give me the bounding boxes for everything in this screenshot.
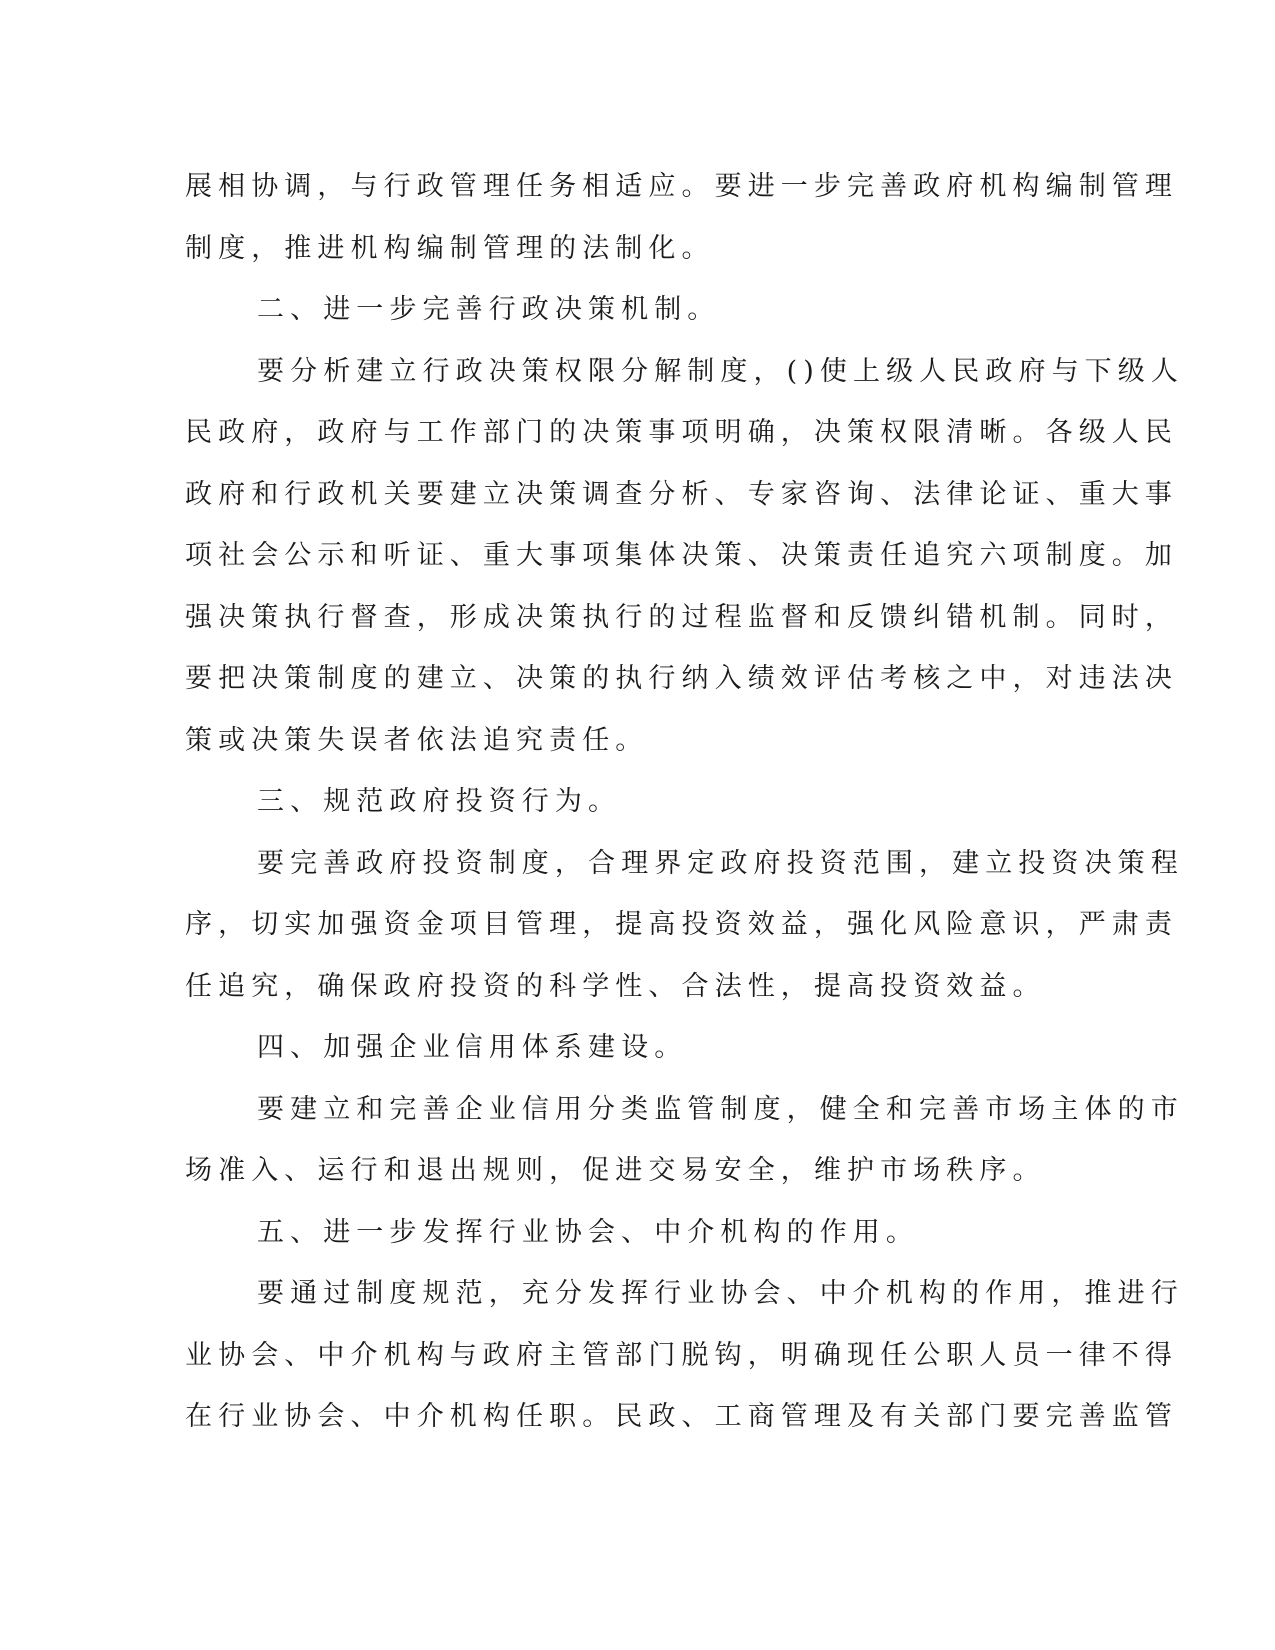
section-heading-3: 三、规范政府投资行为。 [257, 786, 622, 817]
text-line: 任追究，确保政府投资的科学性、合法性，提高投资效益。 [185, 970, 1046, 1002]
text-line: 序，切实加强资金项目管理，提高投资效益，强化风险意识，严肃责 [185, 909, 1178, 940]
text-line: 民政府，政府与工作部门的决策事项明确，决策权限清晰。各级人民 [185, 417, 1178, 448]
text-line: 要完善政府投资制度，合理界定政府投资范围，建立投资决策程 [257, 847, 1184, 879]
text-line: 要建立和完善企业信用分类监管制度，健全和完善市场主体的市 [257, 1093, 1184, 1125]
text-line: 在行业协会、中介机构任职。民政、工商管理及有关部门要完善监管 [185, 1401, 1178, 1432]
text-line: 业协会、中介机构与政府主管部门脱钩，明确现任公职人员一律不得 [185, 1339, 1178, 1371]
text-line: 展相协调，与行政管理任务相适应。要进一步完善政府机构编制管理 [185, 171, 1178, 202]
text-line: 强决策执行督查，形成决策执行的过程监督和反馈纠错机制。同时， [185, 601, 1178, 633]
text-line: 要把决策制度的建立、决策的执行纳入绩效评估考核之中，对违法决 [185, 663, 1178, 694]
section-heading-2: 二、进一步完善行政决策机制。 [257, 294, 721, 325]
text-line: 策或决策失误者依法追究责任。 [185, 724, 649, 756]
text-line: 政府和行政机关要建立决策调查分析、专家咨询、法律论证、重大事 [185, 478, 1178, 510]
text-line: 项社会公示和听证、重大事项集体决策、决策责任追究六项制度。加 [185, 540, 1178, 571]
text-line: 要通过制度规范，充分发挥行业协会、中介机构的作用，推进行 [257, 1278, 1184, 1309]
text-line: 场准入、运行和退出规则，促进交易安全，维护市场秩序。 [185, 1155, 1046, 1186]
text-line: 制度，推进机构编制管理的法制化。 [185, 232, 715, 264]
document-body [185, 156, 1184, 1448]
section-heading-5: 五、进一步发挥行业协会、中介机构的作用。 [257, 1216, 919, 1248]
text-line: 要分析建立行政决策权限分解制度，()使上级人民政府与下级人 [257, 355, 1184, 387]
section-heading-4: 四、加强企业信用体系建设。 [257, 1032, 688, 1063]
